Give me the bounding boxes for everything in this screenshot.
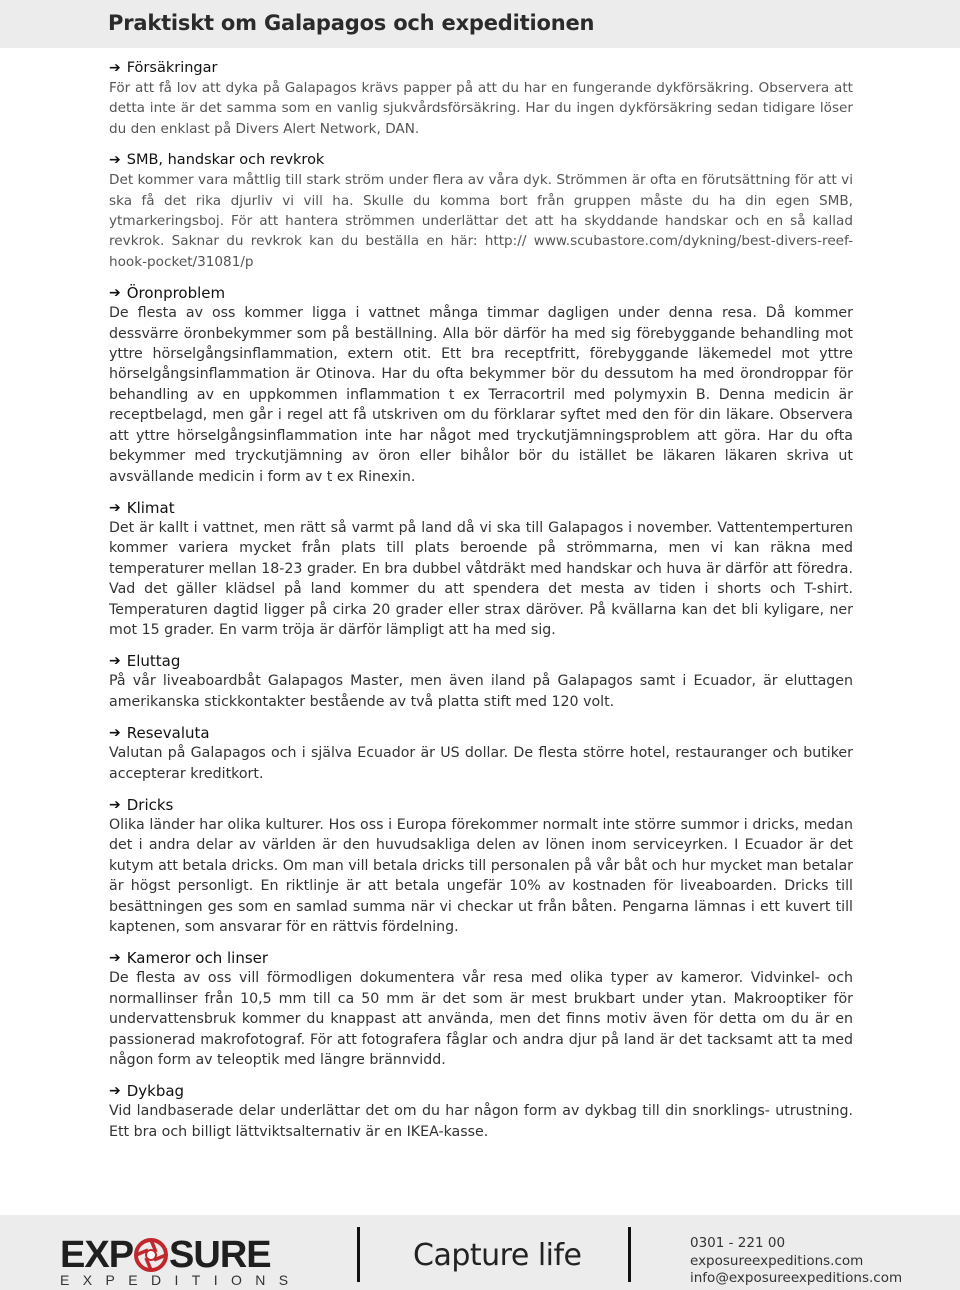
divider [357, 1227, 360, 1282]
aperture-icon [134, 1238, 168, 1272]
tagline: Capture life [413, 1238, 582, 1273]
section-text: Det är kallt i vattnet, men rätt så varmt på land då vi ska till Galapagos i november. Vattentemperturen kommer variera mycket från plats till plats beroende på strömmarna, men vi kan räkna med temperaturer mellan 18-23 grader. En bra dubbel våtdräkt med handskar och huva är därför att föredra. Vad det gäller klädsel på land kommer du att spendera det mesta av tiden i shorts och T-shirt. Temperaturen dagtid ligger på cirka 20 grader eller strax däröver. På kvällarna kan det bli kyligare, ner mot 15 grader. En varm tröja är därför lämpligt att ha med sig. [109, 519, 853, 638]
phone-number: 0301 - 221 00 [690, 1235, 786, 1251]
email-link[interactable]: info@exposureexpeditions.com [690, 1270, 903, 1286]
document-body [109, 58, 853, 1153]
contact-info [690, 1235, 902, 1288]
section-eluttag [109, 651, 853, 712]
arrow-right-icon: ➔ [109, 725, 121, 742]
section-kameror [109, 948, 853, 1070]
section-heading: ➔ Dykbag [109, 1082, 185, 1101]
arrow-right-icon: ➔ [109, 1083, 121, 1100]
section-text: Vid landbaserade delar underlättar det om du har någon form av dykbag till din snorklings- utrustning. Ett bra och billigt lättviktsalternativ är en IKEA-kasse. [109, 1103, 853, 1140]
divider [628, 1227, 631, 1282]
section-heading: ➔ Eluttag [109, 652, 181, 671]
page-footer [0, 1215, 960, 1290]
section-heading: ➔ SMB, handskar och revkrok [109, 152, 325, 169]
section-text: Valutan på Galapagos och i själva Ecuador är US dollar. De flesta större hotel, restauranger och butiker accepterar kreditkort. [109, 745, 853, 782]
section-text: De flesta av oss kommer ligga i vattnet många timmar dagligen under denna resa. Då kommer dessvärre öronbekymmer som på beställning. Alla bör därför ha med sig förebyggande behandling mot yttre hörselgångsinflammation, extern otit. Ett bra receptfritt, förebyggande läkemedel mot yttre hörselgångsinflammation är Otinova. Har du ofta bekymmer bör du dessutom ha med örondroppar för behandling av en uppkommen inflammation t ex Terracortril med polymyxin B. Denna medicin är receptbelagd, men går i regel att få utskriven om du förklarar syftet med den för din läkare. Observera att yttre hörselgångsinflammation inte har något med tryckutjämningsproblem att göra. Har du ofta bekymmer med tryckutjämning av öron eller bihålor bör du istället be läkaren läkaren skriva ut avsvällande medicin i form av t ex Rinexin. [109, 305, 853, 485]
section-resevaluta [109, 723, 853, 784]
arrow-right-icon: ➔ [109, 285, 121, 302]
section-heading: ➔ Klimat [109, 498, 175, 517]
company-logo: EXP SURE [60, 1234, 271, 1276]
section-oronproblem [109, 283, 853, 487]
section-text: Olika länder har olika kulturer. Hos oss i Europa förekommer normalt inte större summor i dricks, medan det i andra delar av världen är den huvudsakliga delen av lönen inom serviceyrken. I Ecuador är det kutym att betala dricks. Om man vill betala dricks till personalen på vår båt och hur mycket man betalar är högst personligt. En riktlinje är att betala ungefär 10% av kostnaden för liveaboarden. Dricks till besättningen ges som en samlad summa när vi checkar ut från båten. Pengarna lämnas i ett kuvert till kaptenen, som ansvarar för en rättvis fördelning. [109, 816, 853, 935]
website-link[interactable]: exposureexpeditions.com [690, 1252, 864, 1269]
page-title: Praktiskt om Galapagos och expeditionen [108, 11, 595, 35]
section-heading: ➔ Kameror och linser [109, 949, 269, 968]
section-heading: ➔ Öronproblem [109, 284, 226, 303]
section-heading: ➔ Dricks [109, 795, 174, 814]
logo-subtitle: EXPEDITIONS [60, 1272, 302, 1288]
section-text: Det kommer vara måttlig till stark ström under flera av våra dyk. Strömmen är ofta en förutsättning för att vi ska få det rika djurliv vi vill ha. Skulle du komma bort från gruppen måste du ha din egen SMB, ytmarkeringsboj. För att hantera strömmen underlättar det att ha skyddande handskar och en så kallad revkrok. Saknar du revkrok kan du beställa en här: http:// www.scubastore.com/dykning/best-divers-reef-hook-pocket/31081/p [109, 172, 853, 270]
arrow-right-icon: ➔ [109, 499, 121, 516]
section-heading: ➔ Resevaluta [109, 724, 210, 743]
arrow-right-icon: ➔ [109, 796, 121, 813]
section-text: De flesta av oss vill förmodligen dokumentera vår resa med olika typer av kameror. Vidvinkel- och normallinser från 10,5 mm till ca 50 mm är det som är mest brukbart under ytan. Makrooptiker för undervattensbruk kommer du knappast att använda, men det finns motiv även för detta om du är en passionerad makrofotograf. För att fotografera fåglar och andra djur på land är det tacksamt att ta med någon form av teleoptik med längre brännvidd. [109, 970, 853, 1069]
arrow-right-icon: ➔ [109, 950, 121, 967]
section-klimat [109, 498, 853, 640]
section-text: På vår liveaboardbåt Galapagos Master, men även iland på Galapagos samt i Ecuador, är eluttagen amerikanska stickkontakter bestående av två platta stift med 120 volt. [109, 673, 853, 710]
section-text: För att få lov att dyka på Galapagos krävs papper på att du har en fungerande dykförsäkring. Observera att detta inte är det samma som en vanlig sjukvårdsförsäkring. Har du ingen dykförsäkring sedan tidigare löser du den enklast på Divers Alert Network, DAN. [109, 80, 853, 137]
section-dykbag [109, 1081, 853, 1142]
section-forsakringar [109, 58, 853, 139]
section-dricks [109, 795, 853, 937]
arrow-right-icon: ➔ [109, 60, 121, 76]
arrow-right-icon: ➔ [109, 152, 121, 169]
section-heading: ➔ Försäkringar [109, 60, 218, 76]
arrow-right-icon: ➔ [109, 653, 121, 670]
page-header [0, 0, 960, 48]
section-smb [109, 150, 853, 272]
